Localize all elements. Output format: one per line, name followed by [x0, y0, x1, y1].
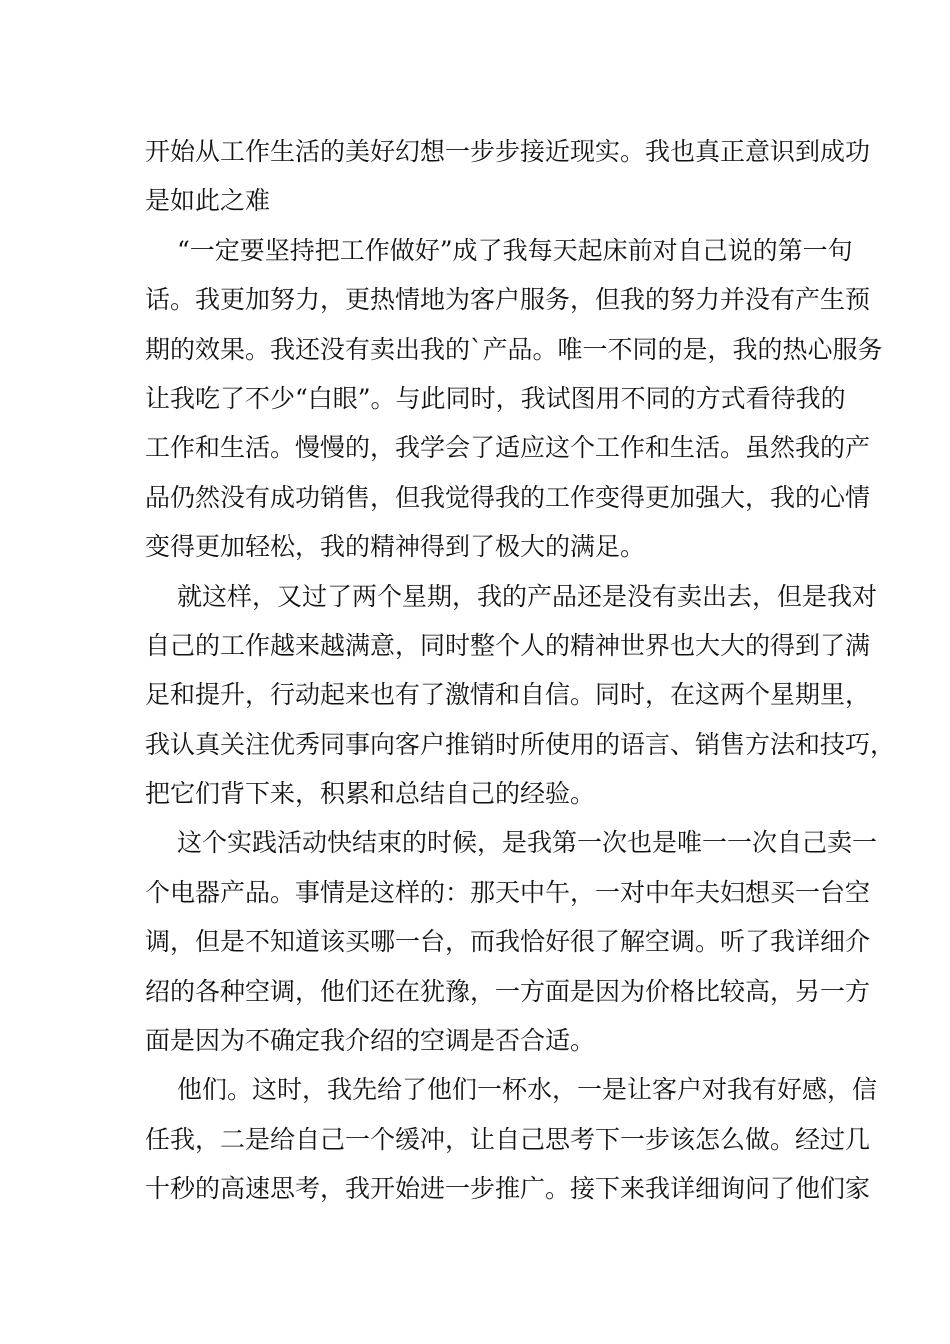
text-line: 我认真关注优秀同事向客户推销时所使用的语言、销售方法和技巧，: [145, 729, 896, 759]
text-line: 品仍然没有成功销售，但我觉得我的工作变得更加强大，我的心情: [145, 482, 871, 512]
text-line: 任我，二是给自己一个缓冲，让自己思考下一步该怎么做。经过几: [145, 1124, 871, 1154]
paragraph-start-line: 就这样，又过了两个星期，我的产品还是没有卖出去，但是我对: [177, 581, 878, 611]
text-line: 话。我更加努力，更热情地为客户服务，但我的努力并没有产生预: [145, 285, 871, 315]
text-line: 工作和生活。慢慢的，我学会了适应这个工作和生活。虽然我的产: [145, 433, 871, 463]
body-text: [145, 127, 896, 1214]
text-line: 是如此之难: [145, 186, 271, 216]
paragraph-start-line: 这个实践活动快结束的时候，是我第一次也是唯一一次自己卖一: [177, 828, 878, 858]
paragraph-start-line: “一定要坚持把工作做好”成了我每天起床前对自己说的第一句: [177, 235, 853, 265]
text-line: 足和提升，行动起来也有了激情和自信。同时，在这两个星期里，: [145, 680, 871, 710]
text-line: 把它们背下来，积累和总结自己的经验。: [145, 779, 596, 809]
text-line: 自己的工作越来越满意，同时整个人的精神世界也大大的得到了满: [145, 630, 871, 660]
paragraph-start-line: 他们。这时，我先给了他们一杯水，一是让客户对我有好感，信: [177, 1075, 878, 1105]
text-line: 期的效果。我还没有卖出我的`产品。唯一不同的是，我的热心服务: [145, 334, 883, 364]
text-line: 调，但是不知道该买哪一台，而我恰好很了解空调。听了我详细介: [145, 927, 871, 957]
text-line: 绍的各种空调，他们还在犹豫，一方面是因为价格比较高，另一方: [145, 976, 871, 1006]
text-line: 面是因为不确定我介绍的空调是否合适。: [145, 1026, 596, 1056]
text-line: 让我吃了不少“白眼”。与此同时，我试图用不同的方式看待我的: [145, 383, 846, 413]
text-line: 十秒的高速思考，我开始进一步推广。接下来我详细询问了他们家: [145, 1174, 871, 1204]
text-line: 开始从工作生活的美好幻想一步步接近现实。我也真正意识到成功: [145, 137, 871, 166]
text-line: 变得更加轻松，我的精神得到了极大的满足。: [145, 532, 646, 562]
text-line: 个电器产品。事情是这样的：那天中午，一对中年夫妇想买一台空: [145, 877, 871, 907]
